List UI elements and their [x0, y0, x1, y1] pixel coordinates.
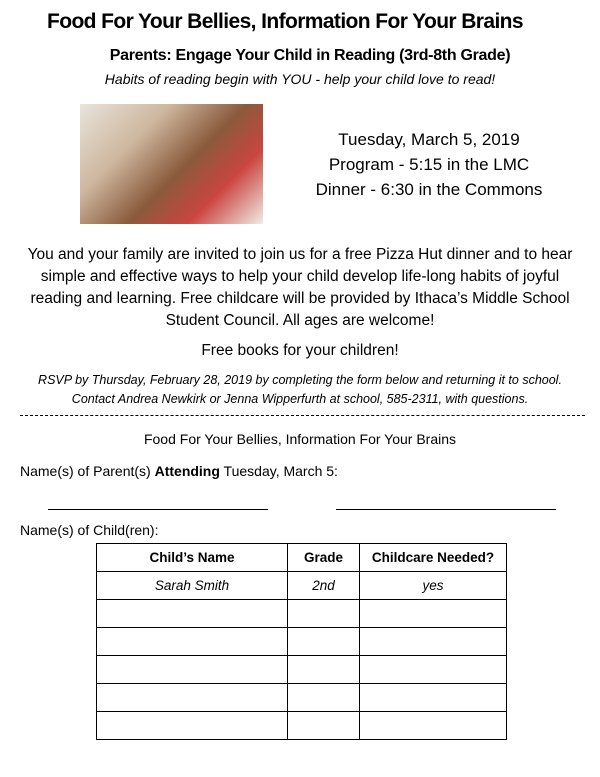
header-childs-name: Child’s Name	[97, 544, 288, 572]
grade-cell[interactable]: 2nd	[288, 572, 360, 600]
parents-label-prefix: Name(s) of Parent(s)	[20, 463, 155, 479]
children-table	[96, 543, 507, 740]
children-label: Name(s) of Child(ren):	[20, 522, 159, 538]
header-childcare: Childcare Needed?	[360, 544, 507, 572]
table-row	[97, 684, 507, 712]
table-row	[97, 712, 507, 740]
table-row	[97, 656, 507, 684]
table-row	[97, 572, 507, 600]
parent-name-field-1[interactable]	[48, 509, 268, 510]
grade-cell[interactable]	[288, 684, 360, 712]
cut-line-divider	[20, 415, 585, 416]
tagline: Habits of reading begin with YOU - help your child love to read!	[104, 71, 496, 87]
table-row	[97, 628, 507, 656]
child-name-cell[interactable]	[97, 628, 288, 656]
parent-name-lines	[0, 509, 600, 529]
child-name-cell[interactable]: Sarah Smith	[97, 572, 288, 600]
flyer-subtitle: Parents: Engage Your Child in Reading (3rd-8th Grade)	[109, 47, 511, 64]
free-books-text: Free books for your children!	[201, 342, 399, 359]
grade-cell[interactable]	[288, 628, 360, 656]
childcare-cell[interactable]	[360, 712, 507, 740]
childcare-cell[interactable]	[360, 628, 507, 656]
parents-label-bold: Attending	[154, 463, 220, 479]
event-row	[0, 104, 600, 224]
rsvp-line: RSVP by Thursday, February 28, 2019 by completing the form below and returning it to school.	[38, 373, 562, 387]
child-name-cell[interactable]	[97, 600, 288, 628]
parent-name-field-2[interactable]	[336, 509, 556, 510]
table-row	[97, 600, 507, 628]
event-dinner: Dinner - 6:30 in the Commons	[315, 179, 543, 199]
event-details	[263, 127, 600, 202]
invitation-text: You and your family are invited to join us for a free Pizza Hut dinner and to hear simple and effective ways to help your child develop life-long habits of joyful reading and learning. Free childcare will be provided by Ithaca’s Middle School Student Council. All ages are welcome!	[27, 246, 573, 329]
form-title: Food For Your Bellies, Information For Your Brains	[143, 431, 457, 447]
child-name-cell[interactable]	[97, 684, 288, 712]
childcare-cell[interactable]: yes	[360, 572, 507, 600]
grade-cell[interactable]	[288, 656, 360, 684]
parents-label	[20, 462, 600, 480]
event-program: Program - 5:15 in the LMC	[328, 154, 530, 174]
flyer-title: Food For Your Bellies, Information For Your Brains	[47, 10, 523, 33]
rsvp-info	[0, 371, 600, 409]
child-name-cell[interactable]	[97, 656, 288, 684]
grade-cell[interactable]	[288, 712, 360, 740]
childcare-cell[interactable]	[360, 600, 507, 628]
childcare-cell[interactable]	[360, 684, 507, 712]
parents-label-suffix: Tuesday, March 5:	[219, 463, 338, 479]
childcare-cell[interactable]	[360, 656, 507, 684]
child-name-cell[interactable]	[97, 712, 288, 740]
grade-cell[interactable]	[288, 600, 360, 628]
event-date: Tuesday, March 5, 2019	[338, 129, 520, 149]
header-grade: Grade	[288, 544, 360, 572]
family-reading-photo	[80, 104, 263, 224]
contact-line: Contact Andrea Newkirk or Jenna Wipperfurth at school, 585-2311, with questions.	[71, 392, 529, 406]
